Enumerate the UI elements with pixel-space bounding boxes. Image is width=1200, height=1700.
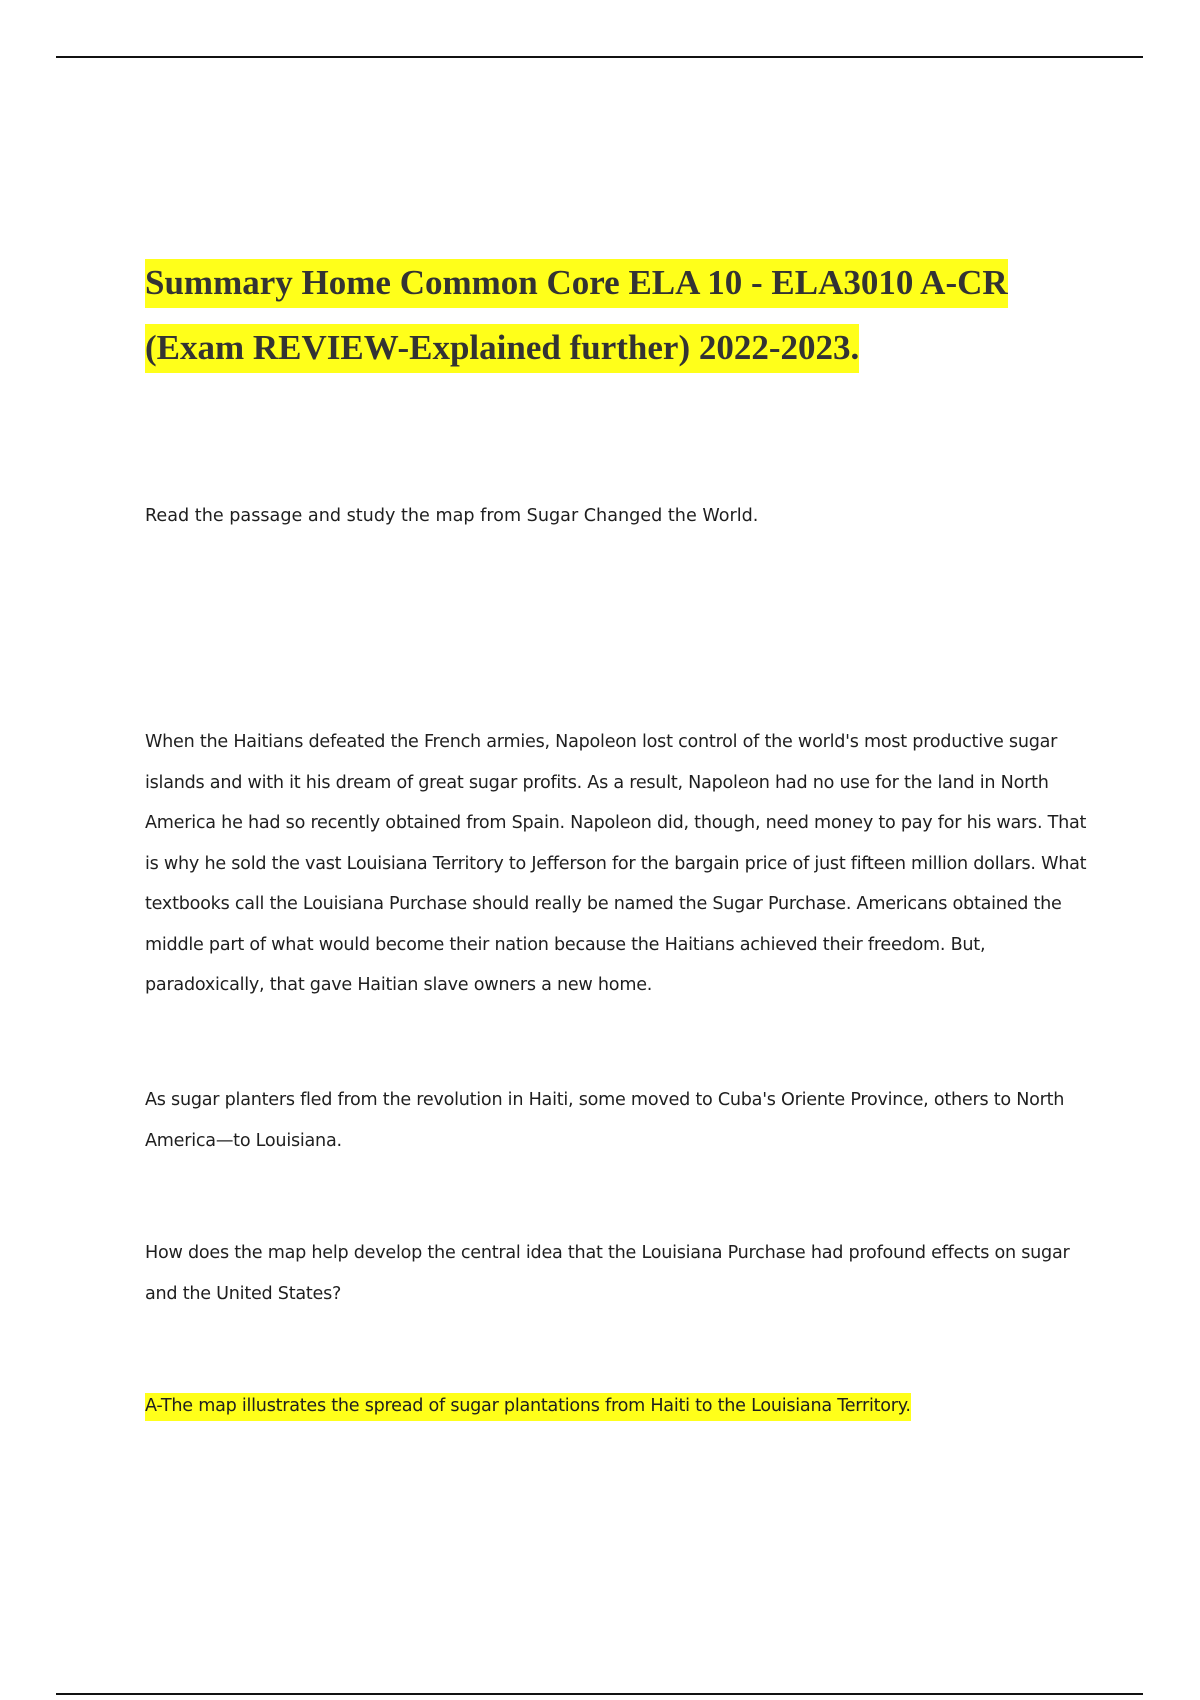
document-title — [145, 250, 1105, 380]
answer-text — [145, 1386, 1095, 1427]
bottom-rule — [56, 1693, 1143, 1695]
question-text: How does the map help develop the central idea that the Louisiana Purchase had profound effects on sugar and the United States? — [145, 1243, 1070, 1304]
passage-paragraph-2: As sugar planters fled from the revolution in Haiti, some moved to Cuba's Oriente Province, others to North America—to Louisiana. — [145, 1090, 1065, 1151]
title-highlight: Summary Home Common Core ELA 10 - ELA3010 A-CR (Exam REVIEW-Explained further) 2022-2023. — [145, 259, 1008, 373]
intro-text: Read the passage and study the map from Sugar Changed the World. — [145, 506, 759, 526]
passage-paragraph-1: When the Haitians defeated the French armies, Napoleon lost control of the world's most productive sugar islands and with it his dream of great sugar profits. As a result, Napoleon had no use for the land in North America he had so recently obtained from Spain. Napoleon did, though, need money to pay for his wars. That is why he sold the vast Louisiana Territory to Jefferson for the bargain price of just fifteen million dollars. What textbooks call the Louisiana Purchase should really be named the Sugar Purchase. Americans obtained the middle part of what would become their nation because the Haitians achieved their freedom. But, paradoxically, that gave Haitian slave owners a new home. — [145, 732, 1087, 995]
answer-highlight: A-The map illustrates the spread of sugar plantations from Haiti to the Louisiana Territory. — [145, 1393, 911, 1421]
top-rule — [56, 56, 1143, 58]
